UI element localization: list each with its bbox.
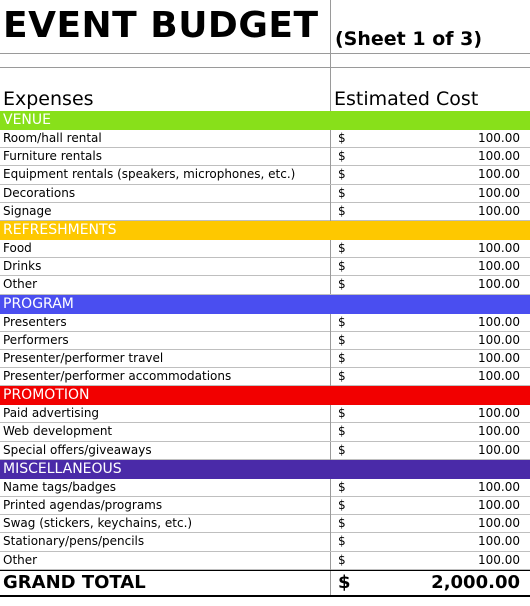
grand-total-row xyxy=(0,570,530,597)
blank-cell[interactable] xyxy=(331,54,530,68)
category-header-promotion[interactable]: PROMOTION xyxy=(0,386,530,405)
expense-amount: 100.00 xyxy=(478,240,520,255)
expenses-header[interactable]: Expenses xyxy=(0,68,331,111)
expense-amount: 100.00 xyxy=(478,332,520,347)
expense-label[interactable]: Food xyxy=(0,240,331,258)
expense-row xyxy=(0,240,530,258)
title-row xyxy=(0,0,530,54)
dollar-sign: $ xyxy=(338,479,346,494)
dollar-sign: $ xyxy=(338,350,346,365)
expense-cost-cell[interactable] xyxy=(331,350,530,368)
expense-amount: 100.00 xyxy=(478,314,520,329)
expense-cost-cell[interactable] xyxy=(331,148,530,166)
blank-row xyxy=(0,54,530,68)
expense-row xyxy=(0,185,530,203)
expense-label[interactable]: Presenters xyxy=(0,314,331,332)
expense-amount: 100.00 xyxy=(478,406,520,421)
expense-label[interactable]: Signage xyxy=(0,203,331,221)
expense-cost-cell[interactable] xyxy=(331,203,530,221)
dollar-sign: $ xyxy=(338,203,346,218)
expense-cost-cell[interactable] xyxy=(331,423,530,441)
dollar-sign: $ xyxy=(338,185,346,200)
expense-row xyxy=(0,332,530,350)
dollar-sign: $ xyxy=(338,131,346,145)
expense-label[interactable]: Drinks xyxy=(0,258,331,276)
expense-cost-cell[interactable] xyxy=(331,405,530,423)
expense-amount: 100.00 xyxy=(478,534,520,549)
expense-row xyxy=(0,479,530,497)
grand-total-amount: 2,000.00 xyxy=(431,571,520,593)
categories-section xyxy=(0,111,530,570)
expense-label[interactable]: Special offers/giveaways xyxy=(0,442,331,460)
grand-total-amount-cell[interactable] xyxy=(331,571,530,595)
expense-cost-cell[interactable] xyxy=(331,497,530,515)
expense-cost-cell[interactable] xyxy=(331,185,530,203)
expense-label[interactable]: Name tags/badges xyxy=(0,479,331,497)
expense-label[interactable]: Swag (stickers, keychains, etc.) xyxy=(0,515,331,533)
expense-amount: 100.00 xyxy=(478,479,520,494)
expense-row xyxy=(0,533,530,551)
category-header-miscellaneous[interactable]: MISCELLANEOUS xyxy=(0,460,530,479)
expense-label[interactable]: Furniture rentals xyxy=(0,148,331,166)
expense-label[interactable]: Equipment rentals (speakers, microphones, etc.) xyxy=(0,166,331,184)
expense-label[interactable]: Presenter/performer travel xyxy=(0,350,331,368)
blank-cell[interactable] xyxy=(0,54,331,68)
expense-amount: 100.00 xyxy=(478,277,520,292)
expense-amount: 100.00 xyxy=(478,424,520,439)
expense-cost-cell[interactable] xyxy=(331,240,530,258)
expense-cost-cell[interactable] xyxy=(331,166,530,184)
grand-total-dollar: $ xyxy=(338,571,351,593)
dollar-sign: $ xyxy=(338,369,346,384)
expense-row xyxy=(0,552,530,570)
expense-cost-cell[interactable] xyxy=(331,442,530,460)
expense-row xyxy=(0,203,530,221)
expense-amount: 100.00 xyxy=(478,149,520,164)
expense-cost-cell[interactable] xyxy=(331,130,530,148)
sheet-label[interactable]: (Sheet 1 of 3) xyxy=(335,28,483,50)
expense-amount: 100.00 xyxy=(478,185,520,200)
expense-label[interactable]: Printed agendas/programs xyxy=(0,497,331,515)
expense-row xyxy=(0,497,530,515)
dollar-sign: $ xyxy=(338,498,346,512)
expense-row xyxy=(0,130,530,148)
dollar-sign: $ xyxy=(338,332,346,347)
expense-amount: 100.00 xyxy=(478,350,520,365)
expense-label[interactable]: Presenter/performer accommodations xyxy=(0,368,331,386)
dollar-sign: $ xyxy=(338,424,346,439)
expense-label[interactable]: Other xyxy=(0,276,331,294)
expense-row xyxy=(0,442,530,460)
expense-amount: 100.00 xyxy=(478,442,520,457)
expense-cost-cell[interactable] xyxy=(331,533,530,551)
dollar-sign: $ xyxy=(338,406,346,421)
expense-amount: 100.00 xyxy=(478,259,520,274)
dollar-sign: $ xyxy=(338,149,346,164)
expense-cost-cell[interactable] xyxy=(331,515,530,533)
expense-cost-cell[interactable] xyxy=(331,314,530,332)
expense-amount: 100.00 xyxy=(478,131,520,145)
category-header-program[interactable]: PROGRAM xyxy=(0,295,530,314)
expense-label[interactable]: Decorations xyxy=(0,185,331,203)
expense-label[interactable]: Stationary/pens/pencils xyxy=(0,533,331,551)
dollar-sign: $ xyxy=(338,277,346,292)
expense-amount: 100.00 xyxy=(478,369,520,384)
expense-cost-cell[interactable] xyxy=(331,368,530,386)
expense-row xyxy=(0,258,530,276)
dollar-sign: $ xyxy=(338,552,346,567)
expense-amount: 100.00 xyxy=(478,167,520,182)
dollar-sign: $ xyxy=(338,442,346,457)
expense-label[interactable]: Other xyxy=(0,552,331,570)
dollar-sign: $ xyxy=(338,240,346,255)
expense-label[interactable]: Performers xyxy=(0,332,331,350)
expense-label[interactable]: Room/hall rental xyxy=(0,130,331,148)
expense-label[interactable]: Web development xyxy=(0,423,331,441)
dollar-sign: $ xyxy=(338,534,346,549)
expense-row xyxy=(0,166,530,184)
expense-cost-cell[interactable] xyxy=(331,332,530,350)
dollar-sign: $ xyxy=(338,259,346,274)
dollar-sign: $ xyxy=(338,167,346,182)
expense-row xyxy=(0,314,530,332)
category-header-venue[interactable]: VENUE xyxy=(0,111,530,130)
expense-amount: 100.00 xyxy=(478,552,520,567)
expense-row xyxy=(0,423,530,441)
expense-row xyxy=(0,148,530,166)
expense-cost-cell[interactable] xyxy=(331,276,530,294)
expense-cost-cell[interactable] xyxy=(331,258,530,276)
expense-amount: 100.00 xyxy=(478,498,520,512)
expense-row xyxy=(0,405,530,423)
expense-amount: 100.00 xyxy=(478,516,520,531)
expense-cost-cell[interactable] xyxy=(331,552,530,570)
sheet-title[interactable]: EVENT BUDGET xyxy=(0,0,331,53)
grand-total-label[interactable]: GRAND TOTAL xyxy=(0,571,331,595)
expense-label[interactable]: Paid advertising xyxy=(0,405,331,423)
column-header-row xyxy=(0,68,530,111)
expense-row xyxy=(0,515,530,533)
expense-row xyxy=(0,276,530,294)
expense-cost-cell[interactable] xyxy=(331,479,530,497)
dollar-sign: $ xyxy=(338,314,346,329)
category-header-refreshments[interactable]: REFRESHMENTS xyxy=(0,221,530,240)
expense-row xyxy=(0,368,530,386)
dollar-sign: $ xyxy=(338,516,346,531)
estimated-cost-header[interactable]: Estimated Cost xyxy=(334,88,479,110)
expense-row xyxy=(0,350,530,368)
expense-amount: 100.00 xyxy=(478,203,520,218)
